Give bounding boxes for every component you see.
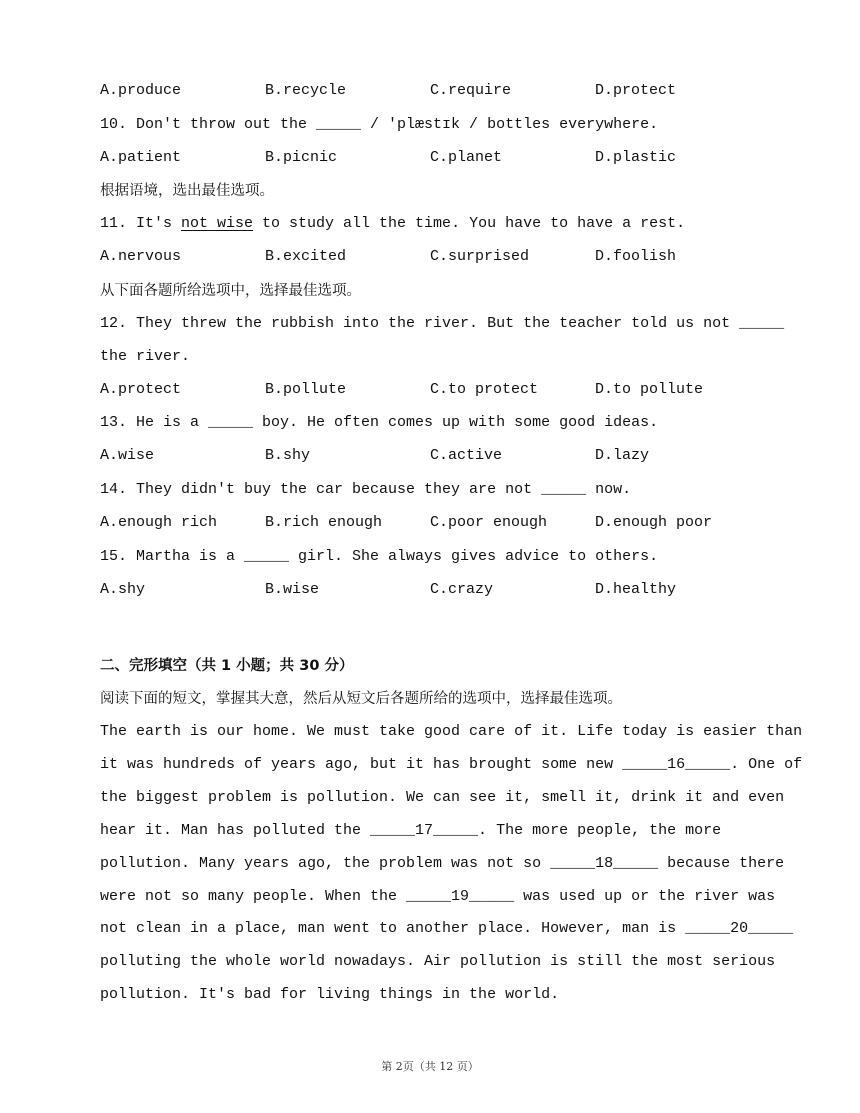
passage-line: were not so many people. When the _____19_____ was used up or the river was <box>100 888 776 905</box>
q9-option-d[interactable]: D.protect <box>595 82 677 99</box>
page-footer: 第 2页（共 12 页） <box>381 1060 479 1073</box>
q15-option-c[interactable]: C.crazy <box>430 581 494 598</box>
q13-option-d[interactable]: D.lazy <box>595 447 650 464</box>
q13-question: 13. He is a _____ boy. He often comes up with some good ideas. <box>100 414 659 431</box>
q11-text-after: to study all the time. You have to have a rest. <box>253 215 686 232</box>
q15-option-d[interactable]: D.healthy <box>595 581 677 598</box>
q15-options <box>100 580 800 600</box>
q13-options <box>100 446 800 466</box>
q12-options <box>100 380 800 400</box>
section-instruction-choose: 从下面各题所给选项中，选择最佳选项。 <box>100 283 361 299</box>
q15-option-b[interactable]: B.wise <box>265 581 320 598</box>
q9-option-c[interactable]: C.require <box>430 82 512 99</box>
q10-option-c[interactable]: C.planet <box>430 149 503 166</box>
q14-option-b[interactable]: B.rich enough <box>265 514 383 531</box>
passage-line: the biggest problem is pollution. We can see it, smell it, drink it and even <box>100 789 785 806</box>
q13-option-b[interactable]: B.shy <box>265 447 311 464</box>
q14-option-d[interactable]: D.enough poor <box>595 514 713 531</box>
section-heading-cloze: 二、完形填空（共 1 小题；共 30 分） <box>100 658 354 674</box>
passage-line: pollution. It's bad for living things in the world. <box>100 986 560 1003</box>
q14-options <box>100 513 800 533</box>
q11-option-d[interactable]: D.foolish <box>595 248 677 265</box>
q14-question: 14. They didn't buy the car because they are not _____ now. <box>100 481 632 498</box>
q15-option-a[interactable]: A.shy <box>100 581 146 598</box>
q9-option-a[interactable]: A.produce <box>100 82 182 99</box>
q11-text-before: 11. It's <box>100 215 182 232</box>
q12-option-c[interactable]: C.to protect <box>430 381 539 398</box>
q11-option-c[interactable]: C.surprised <box>430 248 530 265</box>
q14-option-c[interactable]: C.poor enough <box>430 514 548 531</box>
q11-option-b[interactable]: B.excited <box>265 248 347 265</box>
q12-question-line-1: 12. They threw the rubbish into the river. But the teacher told us not _____ <box>100 315 785 332</box>
q11-option-a[interactable]: A.nervous <box>100 248 182 265</box>
q11-options <box>100 247 800 267</box>
cloze-instruction: 阅读下面的短文，掌握其大意，然后从短文后各题所给的选项中，选择最佳选项。 <box>100 691 622 707</box>
q12-option-b[interactable]: B.pollute <box>265 381 347 398</box>
passage-line: polluting the whole world nowadays. Air pollution is still the most serious <box>100 953 776 970</box>
q12-question-line-2: the river. <box>100 348 191 365</box>
passage-line: it was hundreds of years ago, but it has brought some new _____16_____. One of <box>100 756 803 773</box>
q10-options <box>100 148 800 168</box>
passage-line: pollution. Many years ago, the problem was not so _____18_____ because there <box>100 855 785 872</box>
passage-line: The earth is our home. We must take good care of it. Life today is easier than <box>100 723 803 740</box>
q13-option-c[interactable]: C.active <box>430 447 503 464</box>
q10-option-d[interactable]: D.plastic <box>595 149 677 166</box>
q10-option-b[interactable]: B.picnic <box>265 149 338 166</box>
q10-question: 10. Don't throw out the _____ / 'plæstɪk / bottles everywhere. <box>100 116 659 133</box>
q10-option-a[interactable]: A.patient <box>100 149 182 166</box>
q9-options <box>100 81 800 101</box>
q11-underlined-phrase: not wise <box>181 215 254 232</box>
passage-line: not clean in a place, man went to another place. However, man is _____20_____ <box>100 920 794 937</box>
q12-option-a[interactable]: A.protect <box>100 381 182 398</box>
q15-question: 15. Martha is a _____ girl. She always gives advice to others. <box>100 548 659 565</box>
passage-line: hear it. Man has polluted the _____17_____. The more people, the more <box>100 822 722 839</box>
q12-option-d[interactable]: D.to pollute <box>595 381 704 398</box>
q14-option-a[interactable]: A.enough rich <box>100 514 218 531</box>
q9-option-b[interactable]: B.recycle <box>265 82 347 99</box>
q13-option-a[interactable]: A.wise <box>100 447 155 464</box>
q11-question <box>100 214 685 234</box>
section-instruction-context: 根据语境，选出最佳选项。 <box>100 183 274 199</box>
